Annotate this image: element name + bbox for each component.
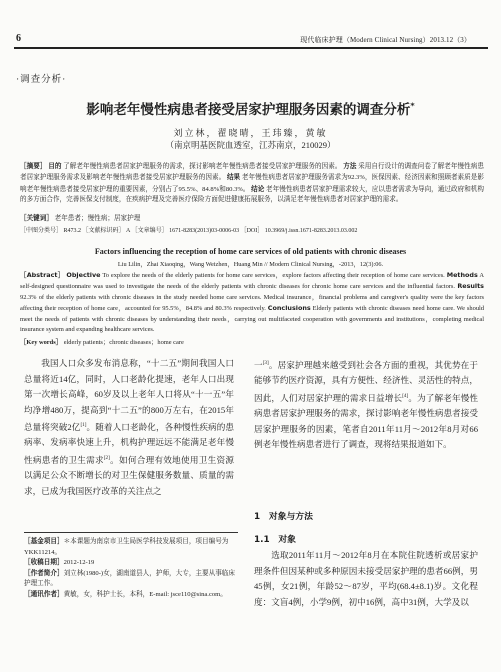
conclusions-en-text: Elderly patients with chronic diseases need home care. We should meet the needs of patients with chronic diseases by understanding their needs，carrying out multifaceted cooperation with governments and institutions，completing medical insurance system and expanding healthcare services. <box>20 305 484 334</box>
results-en-text: 92.3% of the elderly patients with chronic diseases in the study needed home care services. Medical insurance，financial problems and caregiver's quality were the key factors affecting their reception of home care，accounted for 95.5%，84.8% and 80.3% respectively. <box>20 293 484 313</box>
method-text: 采用自行设计的调查问卷了解老年慢性病患者居家护理服务需求及影响老年慢性病患者接受居家护理服务的因素。 <box>20 163 485 182</box>
intro-text-3: 。如何合理有效地使用卫生资源以满足公众不断增长的对卫生保健服务数量、质量的需求，已成为我国医疗改革的关注点之 <box>24 454 234 496</box>
body-paragraph: 选取2011年11月～2012年8月在本院住院透析或居家护理条件但因某种或多种原因未接受居家护理的患者66例，男45例，女21例，年龄52～87岁，平均(68.4±8.1)岁。文化程度：文盲4例，小学9例，初中16例，高中31例，大学及以 <box>254 550 478 607</box>
authors-cn: 刘立林，翟晓晴，王玮臻，黄敏 <box>173 128 328 138</box>
conclusion-text: 老年慢性病患者居家护理需求较大，应以患者需求为导向，通过政府和机构的多方面合作，完善医保支付制度，在疾病护理及完善医疗保险方面促进健康拓展服务，以满足老年慢性病患者对居家护理的需求。 <box>20 185 485 204</box>
abstract-en <box>20 270 484 335</box>
title-footnote-mark: * <box>410 100 415 111</box>
intro-paragraph-left <box>24 356 234 499</box>
footnote-text: 2012-12-19 <box>63 559 95 567</box>
abstract-cn <box>20 161 484 206</box>
citation: [4] <box>402 392 409 399</box>
page-number: 6 <box>16 33 21 44</box>
footnote-item <box>24 558 238 569</box>
footnote-label: ［通讯作者］ <box>24 590 64 598</box>
keywords-label: ［关键词］ <box>20 215 53 222</box>
footnote-label: ［作者简介］ <box>24 569 64 577</box>
footnote-label: ［基金项目］ <box>24 538 64 545</box>
footnote-label: ［收稿日期］ <box>24 559 64 567</box>
abstract-label: ［摘要］ <box>20 162 47 170</box>
footnote-text: 黄敏，女，科护士长，本科，E-mail: jsce110@sina.com。 <box>63 590 227 598</box>
article-title-en: Factors influencing the reception of home care services of old patients with chronic diseases <box>94 247 407 256</box>
footnote-rule <box>24 532 238 533</box>
footnote-item <box>24 590 238 601</box>
footnote-text: 刘立林(1980-)女，湖南道县人，护师，大专，主要从事临床护理工作。 <box>24 569 235 588</box>
abstract-en-label: ［Abstract］ <box>20 271 65 279</box>
conclusions-en-label: Conclusions <box>267 304 311 313</box>
citation: [3] <box>262 360 269 366</box>
article-label: ［文章编号］ <box>131 228 168 234</box>
title-text: 影响老年慢性病患者接受居家护理服务因素的调查分析 <box>86 102 411 118</box>
result-label: 结果 <box>226 173 241 182</box>
article-title-cn <box>0 98 501 118</box>
intro-text-1: 我国人口众多发布消息称，“十二五”期间我国人口总量将近14亿，同时，人口老龄化提速，老年人口出现第一次增长高峰，60岁及以上老年人口将从“十一五”年均净增480万，提高到“十二五”的800万左右，在2015年总量将突破2亿 <box>24 358 234 432</box>
keywords-value: 老年患者；慢性病；居家护理 <box>54 215 141 222</box>
keywords-en-label: ［Key words］ <box>20 339 63 346</box>
intro-right-text: 。居家护理越来越受到社会各方面的重视，其优势在于能够节约医疗资源，具有方便性、经济性、灵活性的特点，因此，人们对居家护理的需求日益增长 <box>254 359 478 403</box>
citation: [1] <box>80 422 87 428</box>
intro-right-text-2: 。为了解老年慢性病患者居家护理服务的需求，探讨影响老年慢性病患者接受居家护理服务的因素，笔者自2011年11月～2012年8月对66例老年慢性病患者进行了调查，现将结果报道如下。 <box>254 392 478 450</box>
clc-label: ［中图分类号］ <box>20 228 63 234</box>
keywords-cn <box>20 212 484 222</box>
intro-text-2: 。随着人口老龄化，各种慢性疾病的患病率、发病率快速上升，机构护理远远不能满足老年慢性病患者的卫生需求 <box>24 421 234 465</box>
keywords-en-value: elderly patients；chronic diseases；home care <box>63 339 184 346</box>
header-rule <box>14 47 488 49</box>
objective-text: 了解老年慢性病患者居家护理服务的需求，探讨影响老年慢性病患者接受居家护理服务的因素。 <box>63 163 342 170</box>
journal-header: 现代临床护理（Modern Clinical Nursing）2013.12（3） <box>300 36 471 44</box>
authors-en: Liu Lilin，Zhai Xiaoqing，Wang Weizhen，Huang Min // Modern Clinical Nursing，-2013，12(3):06. <box>117 261 384 268</box>
footnote-text: ＊本课题为南京市卫生局医学科技发展项目，项目编号为YKK11214。 <box>24 538 229 556</box>
intro-right-lead: 一 <box>254 359 263 370</box>
footnote-item <box>24 569 238 590</box>
affiliation-cn: （南京明基医院血透室，江苏南京，210029） <box>165 140 336 150</box>
methods-en-text: A self-designed questionnaire was used to investigate the needs of the elderly patients with chronic diseases for chronic home care services and the influential factors. <box>20 272 484 291</box>
footnote-item <box>24 537 238 558</box>
classification-line <box>20 225 484 234</box>
doc-label: ［文献标识码］ <box>82 228 125 234</box>
methods-en-label: Methods <box>446 271 478 279</box>
keywords-en <box>20 337 484 346</box>
article-value: 1671-8283(2013)03-0006-03 <box>169 228 240 234</box>
objective-label: 目的 <box>48 162 62 170</box>
footnotes <box>24 537 238 601</box>
citation: [2] <box>103 454 110 461</box>
results-en-label: Results <box>457 282 484 291</box>
doi-label: ［DOI］ <box>240 228 264 234</box>
section-heading: 1 对象与方法 <box>254 512 313 522</box>
conclusion-label: 结论 <box>251 184 265 193</box>
section-label: ·调查分析· <box>16 75 67 85</box>
objective-en-label: Objective <box>66 271 101 279</box>
objective-en-text: To explore the needs of the elderly patients for home care services，explore factors affecting their reception of home care services. <box>102 272 445 279</box>
doi-value: 10.3969/j.issn.1671-8283.2013.03.002 <box>264 228 358 234</box>
intro-paragraph-right <box>254 356 478 453</box>
clc-value: R473.2 <box>63 228 82 234</box>
subsection-heading: 1.1 对象 <box>254 535 296 545</box>
doc-value: A <box>126 228 131 234</box>
method-label: 方法 <box>343 162 357 170</box>
result-text: 老年慢性病患者居家护理服务需求为92.3%，医保因素、经济因素和照顾者素质是影响老年慢性病患者接受居家护理的重要因素，分别占了95.5%、84.8%和80.3%。 <box>20 174 485 193</box>
